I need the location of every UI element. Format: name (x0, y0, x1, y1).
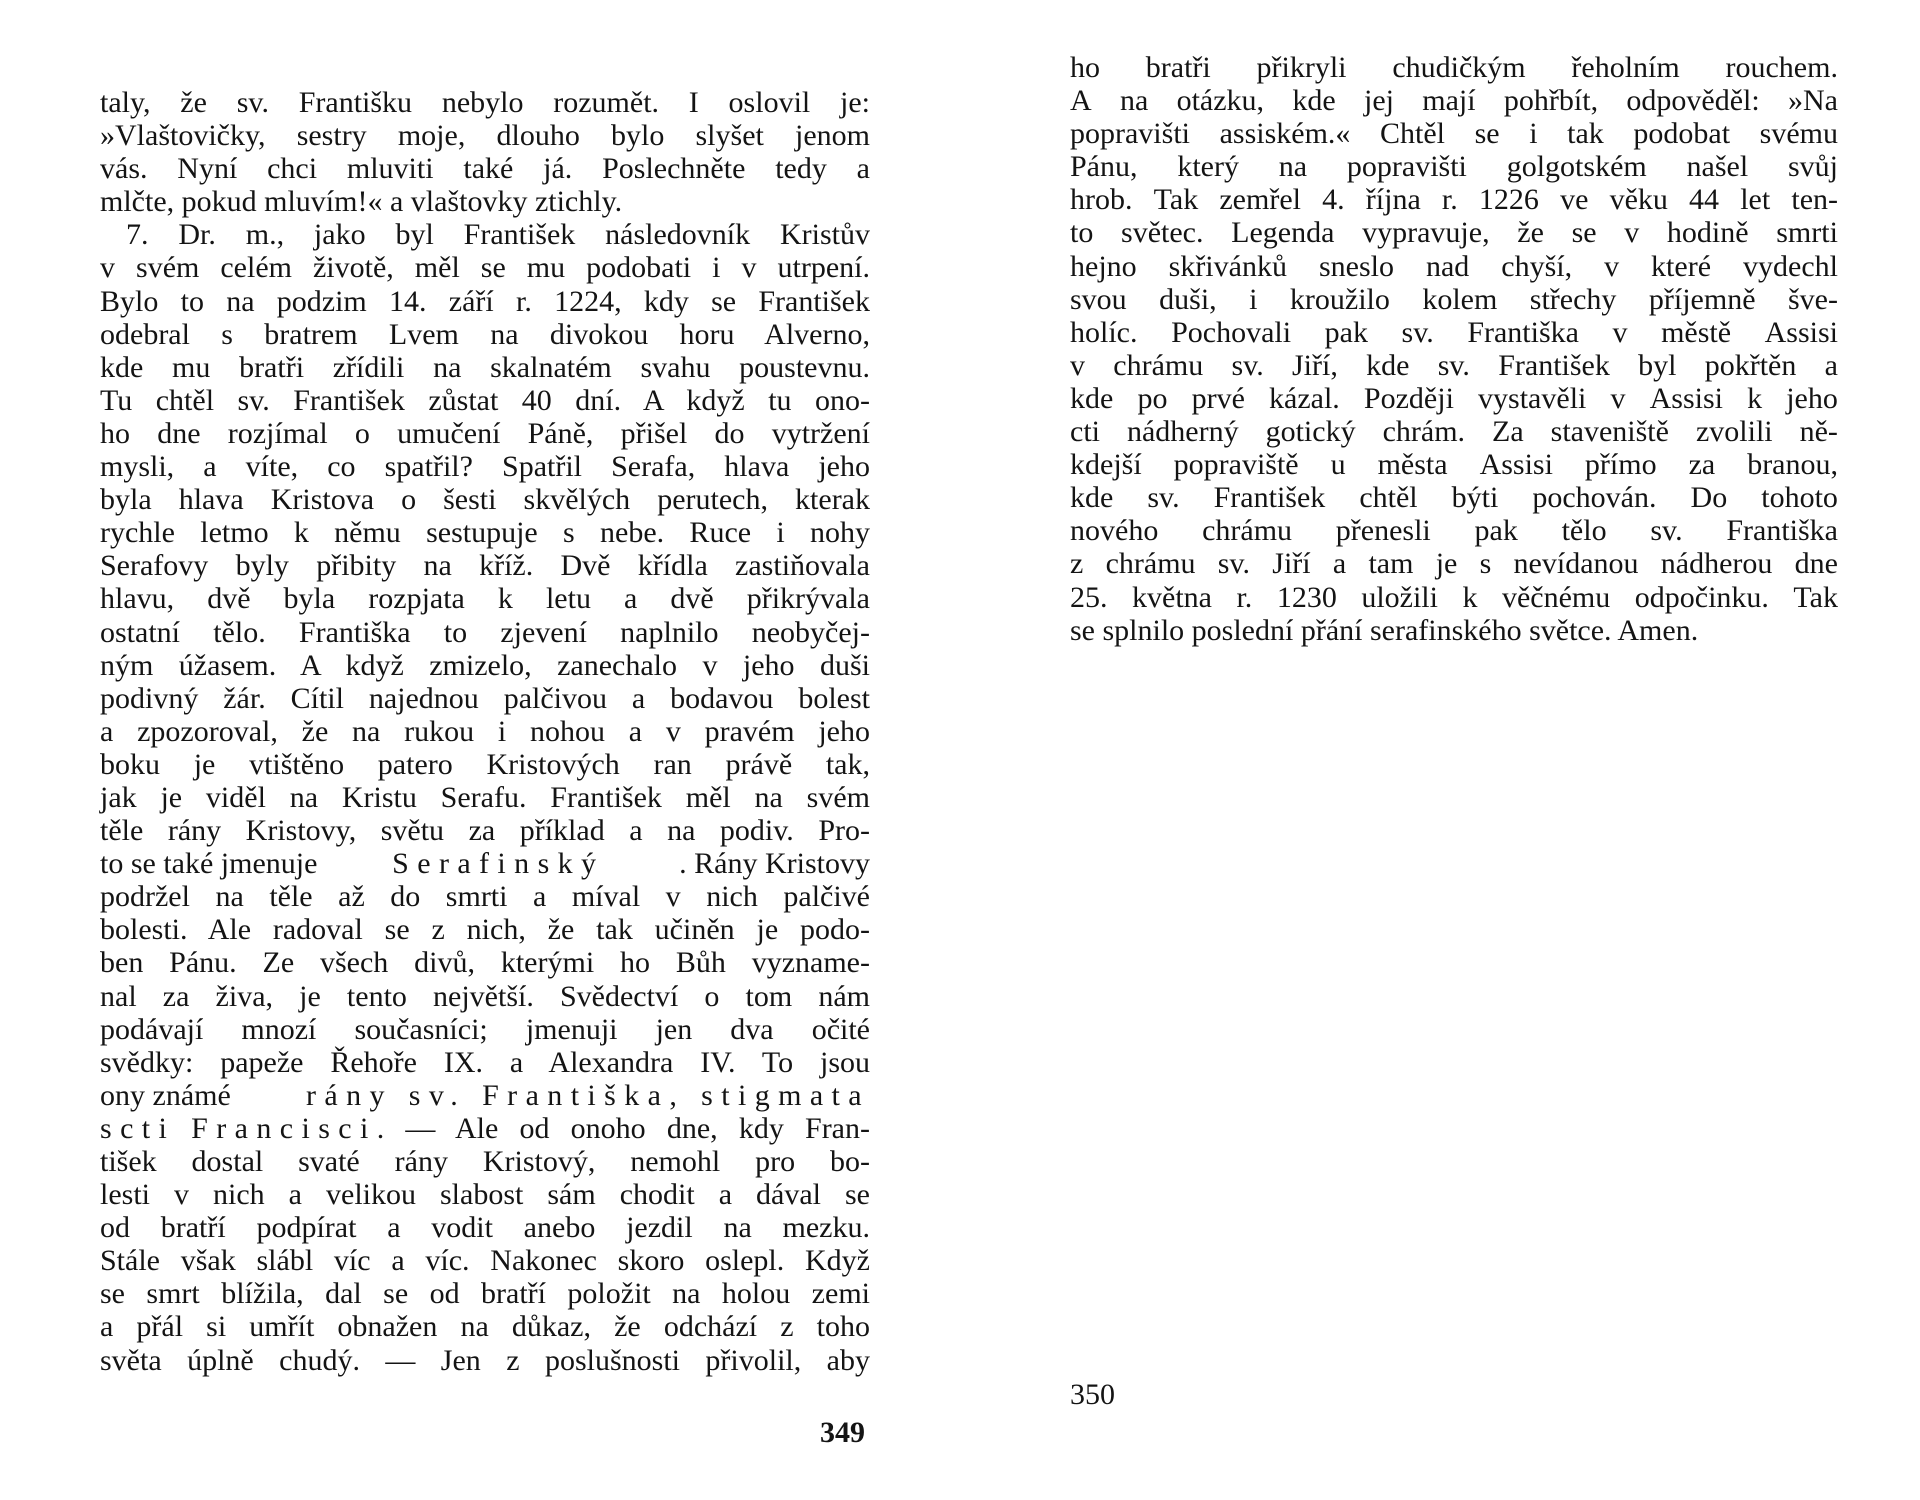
word: Františka (1726, 514, 1838, 548)
word: chrám. (1382, 415, 1466, 449)
word: se (1474, 117, 1500, 151)
word: kázal. (1269, 381, 1340, 415)
word: k (1747, 381, 1763, 415)
word: prvé (1191, 381, 1245, 415)
word: v (1612, 315, 1628, 349)
text-fragment: to se také jmenuje (100, 847, 318, 881)
word: nádherný (1126, 415, 1239, 449)
word: Chtěl (1380, 117, 1446, 151)
word: příjemně (1648, 282, 1756, 316)
text-line: od bratří podpírat a vodit anebo jezdil na mezku. (100, 1211, 870, 1245)
word: ně- (1799, 415, 1838, 449)
text-line (1070, 349, 1838, 382)
word: 25. (1070, 580, 1108, 614)
word: vypravuje, (1362, 216, 1490, 250)
word: Assisi (1649, 381, 1723, 415)
word: nádherou (1660, 547, 1773, 581)
word: v (1604, 249, 1620, 283)
text-line (1070, 382, 1838, 415)
text-line: mlčte, pokud mluvím!« a vlaštovky ztichly. (100, 185, 623, 219)
word: kolem (1422, 282, 1498, 316)
text-line (1070, 514, 1838, 547)
text-line: »Vlaštovičky, sestry moje, dlouho bylo slyšet jenom (100, 119, 870, 153)
text-line: a zpozoroval, že na rukou i nohou a v pravém jeho (100, 714, 870, 748)
word: za (1688, 448, 1716, 482)
word: Assisi (1479, 448, 1553, 482)
word: Za (1492, 415, 1524, 449)
word: Jiří, (1292, 348, 1338, 382)
word: i (1529, 117, 1538, 151)
text-line: taly, že sv. Františku nebylo rozumět. I oslovil je: (100, 86, 870, 119)
word: ten- (1791, 183, 1838, 217)
right-page (1070, 51, 1838, 647)
word: nového (1070, 514, 1159, 548)
word: odpočinku. (1634, 580, 1769, 614)
word: hodině (1666, 216, 1749, 250)
word: vydechl (1743, 249, 1838, 283)
page-number: 350 (1070, 1378, 1115, 1411)
word: po (1137, 381, 1168, 415)
word: r. (1441, 183, 1458, 217)
word: 1230 (1276, 580, 1337, 614)
emphasized-term: rány sv. Františka, stigmata (305, 1078, 870, 1112)
word: pak (1324, 315, 1368, 349)
text-line: byla hlava Kristova o šesti skvělých perutech, kterak (100, 483, 870, 517)
word: světec. (1121, 216, 1204, 250)
word: kroužilo (1289, 282, 1390, 316)
word: je (1435, 547, 1458, 581)
text-line: boku je vtištěno patero Kristových ran právě tak, (100, 747, 870, 781)
word: kde (1070, 481, 1114, 515)
word: sv. (1650, 514, 1683, 548)
text-line: Serafovy byly přibity na kříž. Dvě křídla zastiňovala (100, 549, 870, 583)
text-line: svědky: papeže Řehoře IX. a Alexandra IV. To jsou (100, 1045, 870, 1079)
word: z (1070, 547, 1084, 581)
left-page (100, 86, 870, 1377)
text-line (1070, 216, 1838, 249)
word: popravišti (1070, 117, 1190, 151)
text-fragment: . — Ale od onoho dne, kdy Fran- (376, 1111, 870, 1145)
word: ho (1070, 51, 1100, 84)
text-line: jak je viděl na Kristu Serafu. František měl na svém (100, 780, 870, 814)
word: října (1365, 183, 1421, 217)
word: svou (1070, 282, 1127, 316)
word: přenesli (1335, 514, 1431, 548)
word: Pochovali (1171, 315, 1292, 349)
word: přikryli (1256, 51, 1347, 84)
text-line: podivný žár. Cítil najednou palčivou a bodavou bolest (100, 681, 870, 715)
word: že (1517, 216, 1544, 250)
word: městě (1661, 315, 1732, 349)
word: popraviště (1173, 448, 1299, 482)
word: města (1377, 448, 1448, 482)
word: kde (1366, 348, 1410, 382)
word: v (1610, 381, 1626, 415)
text-line: v svém celém životě, měl se mu podobati i v utrpení. (100, 251, 870, 285)
text-line: ostatní tělo. Františka to zjevení naplnilo neobyčej- (100, 615, 870, 649)
text-line: lesti v nich a velikou slabost sám chodit a dával se (100, 1178, 870, 1212)
word: bratři (1145, 51, 1211, 84)
word: ve (1560, 183, 1589, 217)
text-line: ným úžasem. A když zmizelo, zanechalo v jeho duši (100, 648, 870, 682)
word: se (1571, 216, 1597, 250)
text-line: světa úplně chudý. — Jen z poslušnosti přivolil, aby (100, 1343, 870, 1377)
text-line (1070, 150, 1838, 183)
word: svůj (1787, 150, 1838, 184)
text-line (1070, 448, 1838, 481)
word: nad (1425, 249, 1470, 283)
word: r. (1236, 580, 1253, 614)
text-line (1070, 547, 1838, 580)
text-line: tišek dostal svaté rány Kristový, nemohl pro bo- (100, 1145, 870, 1178)
word: pohřbít, (1503, 84, 1599, 118)
word: sv. (1437, 348, 1470, 382)
word: cti (1070, 415, 1100, 449)
word: v (1070, 348, 1085, 382)
text-line (1070, 581, 1838, 614)
word: sv. (1217, 547, 1251, 581)
word: pak (1474, 514, 1518, 548)
text-line (1070, 316, 1838, 349)
text-line (1070, 51, 1838, 84)
word: vystavěli (1478, 381, 1587, 415)
word: dne (1794, 547, 1838, 581)
text-line (1070, 283, 1838, 316)
word: Tak (1153, 183, 1199, 217)
word: holíc. (1070, 315, 1138, 349)
word: věčnému (1501, 580, 1611, 614)
word: smrti (1776, 216, 1838, 250)
text-line (1070, 183, 1838, 216)
word: pokřtěn (1704, 348, 1797, 382)
word: tak (1567, 117, 1604, 151)
word: Později (1363, 381, 1454, 415)
word: věku (1609, 183, 1668, 217)
word: sneslo (1318, 249, 1394, 283)
text-line: rychle letmo k němu sestupuje s nebe. Ruce i nohy (100, 516, 870, 550)
word: kde (1070, 381, 1114, 415)
word: chrámu (1105, 547, 1196, 581)
word: Do (1690, 481, 1728, 515)
word: našel (1686, 150, 1749, 184)
word: kdejší (1070, 448, 1142, 482)
word: staveniště (1550, 415, 1669, 449)
word: Assisi (1764, 315, 1838, 349)
text-line: vás. Nyní chci mluviti také já. Poslechněte tedy a (100, 152, 870, 186)
emphasized-name: Serafinský (392, 847, 605, 881)
word: a (1332, 547, 1347, 581)
word: tělo (1561, 514, 1607, 548)
word: »Na (1787, 84, 1838, 118)
word: otázku, (1176, 84, 1265, 118)
text-line: nal za živa, je tento největší. Svědectví o tom nám (100, 979, 870, 1013)
word: u (1330, 448, 1346, 482)
word: mají (1422, 84, 1476, 118)
word: František (1498, 348, 1610, 382)
word: kde (1292, 84, 1336, 118)
text-line (1070, 415, 1838, 448)
text-line: kde mu bratři zřídili na skalnatém svahu poustevnu. (100, 350, 870, 384)
word: duši, (1159, 282, 1217, 316)
text-fragment: . Rány Kristovy (679, 847, 870, 881)
word: Legenda (1231, 216, 1335, 250)
word: jeho (1786, 381, 1838, 415)
text-line (1070, 117, 1838, 150)
word: sv. (1231, 348, 1264, 382)
page-number: 349 (820, 1416, 865, 1449)
word: Tak (1793, 580, 1838, 614)
word: s (1479, 547, 1492, 581)
word: A (1070, 84, 1092, 118)
word: uložili (1361, 580, 1438, 614)
text-line: ben Pánu. Ze všech divů, kterými ho Bůh vyzname- (100, 946, 870, 980)
word: přímo (1584, 448, 1657, 482)
word: býti (1451, 481, 1499, 515)
text-line-spaced-term (100, 1079, 870, 1112)
word: let (1740, 183, 1771, 217)
word: zemřel (1219, 183, 1301, 217)
word: sv. (1401, 315, 1434, 349)
word: května (1132, 580, 1212, 614)
text-line: odebral s bratrem Lvem na divokou horu Alverno, (100, 317, 870, 351)
word: i (1249, 282, 1258, 316)
word: odpověděl: (1626, 84, 1760, 118)
word: Jiří (1272, 547, 1311, 581)
text-line: těle rány Kristovy, světu za příklad a na podiv. Pro- (100, 814, 870, 848)
word: pochován. (1532, 481, 1657, 515)
word: řeholním (1571, 51, 1680, 84)
emphasized-term: scti Francisci (100, 1111, 377, 1145)
word: Pánu, (1070, 150, 1138, 184)
text-line: a přál si umřít obnažen na důkaz, že odchází z toho (100, 1310, 870, 1344)
word: tam (1368, 547, 1414, 581)
word: na (1278, 150, 1308, 184)
word: podobat (1633, 117, 1731, 151)
text-line: bolesti. Ale radoval se z nich, že tak učiněn je podo- (100, 913, 870, 947)
word: rouchem. (1725, 51, 1838, 84)
word: šve- (1787, 282, 1838, 316)
text-line: se smrt blížila, dal se od bratří položit na holou zemi (100, 1277, 870, 1311)
word: assiském.« (1219, 117, 1351, 151)
word: hrob. (1070, 183, 1133, 217)
word: k (1462, 580, 1478, 614)
word: chrámu (1113, 348, 1204, 382)
word: skřivánků (1168, 249, 1287, 283)
paragraph-start-line: 7. Dr. m., jako byl František následovník Kristův (126, 218, 870, 252)
text-line: hlavu, dvě byla rozpjata k letu a dvě přikrývala (100, 582, 870, 616)
text-line: Bylo to na podzim 14. září r. 1224, kdy se František (100, 284, 870, 318)
word: chudičkým (1392, 51, 1526, 84)
word: chtěl (1359, 481, 1418, 515)
word: Františka (1467, 315, 1579, 349)
word: to (1070, 216, 1094, 250)
text-fragment: ony známé (100, 1078, 231, 1112)
text-line: ho dne rozjímal o umučení Páně, přišel do vytržení (100, 416, 870, 450)
word: chyší, (1501, 249, 1573, 283)
word: které (1651, 249, 1712, 283)
word: popravišti (1346, 150, 1467, 184)
text-line: se splnilo poslední přání serafinského světce. Amen. (1070, 613, 1699, 647)
text-line-spaced-term (100, 1112, 870, 1145)
text-line (1070, 481, 1838, 514)
word: gotický (1265, 415, 1356, 449)
word: František (1213, 481, 1326, 515)
word: a (1824, 348, 1838, 382)
word: nevídanou (1513, 547, 1639, 581)
word: 1226 (1478, 183, 1539, 217)
word: na (1119, 84, 1149, 118)
word: byl (1638, 348, 1677, 382)
word: sv. (1147, 481, 1180, 515)
text-line (1070, 84, 1838, 117)
word: 44 (1689, 183, 1720, 217)
word: v (1624, 216, 1640, 250)
word: golgotském (1506, 150, 1647, 184)
text-line: Stále však slábl víc a víc. Nakonec skoro oslepl. Když (100, 1244, 870, 1278)
text-line: podávají mnozí současníci; jmenuji jen dva očité (100, 1012, 870, 1046)
word: zvolili (1695, 415, 1773, 449)
word: jej (1363, 84, 1394, 118)
word: který (1177, 150, 1239, 184)
word: chrámu (1202, 514, 1293, 548)
text-line (1070, 250, 1838, 283)
text-line-spaced-name (100, 847, 870, 880)
word: 4. (1322, 183, 1345, 217)
word: svému (1759, 117, 1838, 151)
text-line: Tu chtěl sv. František zůstat 40 dní. A když tu ono- (100, 383, 870, 417)
word: střechy (1529, 282, 1617, 316)
text-line: podržel na těle až do smrti a míval v nich palčivé (100, 880, 870, 914)
word: tohoto (1761, 481, 1838, 515)
text-line: mysli, a víte, co spatřil? Spatřil Serafa, hlava jeho (100, 450, 870, 484)
word: branou, (1747, 448, 1838, 482)
word: hejno (1070, 249, 1137, 283)
